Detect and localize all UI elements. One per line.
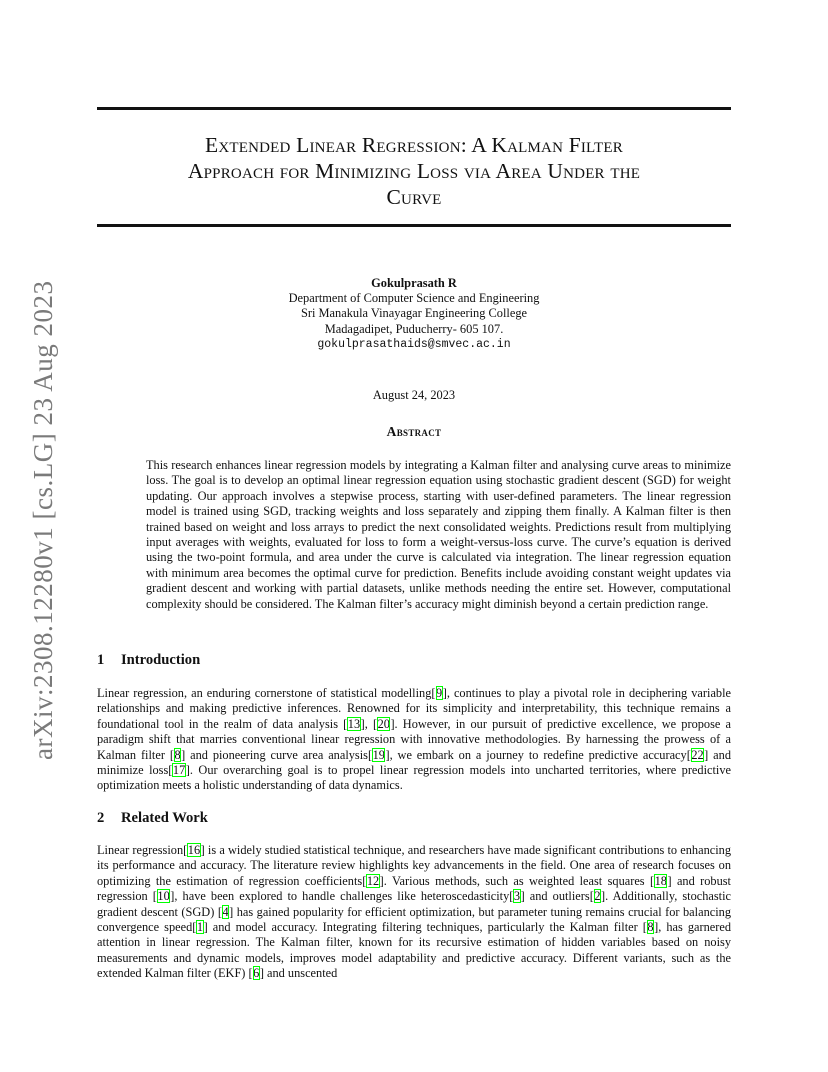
paragraph-text: , continues to play a pivotal role in deciphering variable relationships and making predictive inferences. Renowned for its simplicity and interpretability, this technique remains a foundational tool in the realm of data analysis [	[97, 686, 731, 731]
introduction-paragraph	[97, 686, 731, 794]
abstract-text: This research enhances linear regression models by integrating a Kalman filter and analysing curve areas to minimize loss. The goal is to develop an optimal linear regression equation using stochastic gradient descent (SGD) for weight updating. Our approach involves a stepwise process, starting with user-defined parameters. The linear regression model is trained using SGD, tracking weights and loss separately and zipping them finally. A Kalman filter is then trained based on weight and loss arrays to predict the next consolidated weights. Predictions result from multiplying input averages with weights, evaluated for loss to form a weight-versus-loss curve. The curve’s equation is derived using the two-point formula, and area under the curve is calculated via integration. The linear regression equation with minimum area becomes the optimal curve for prediction. Benefits include avoiding constant weight updates via gradient descent and working with partial datasets, unlike methods needing the entire set. However, computational complexity should be considered. The Kalman filter’s accuracy might diminish beyond a certain prediction range.	[146, 458, 731, 611]
citation: [2]	[589, 889, 606, 904]
citation: [10]	[152, 889, 175, 904]
author-department: Department of Computer Science and Engineering	[288, 291, 540, 306]
title-bottom-rule	[97, 224, 731, 227]
citation-link[interactable]: 18	[654, 873, 667, 888]
citation: [22]	[686, 747, 709, 762]
citation-link[interactable]: 6	[253, 966, 260, 981]
related-work-paragraph	[97, 843, 731, 982]
citation: [4]	[217, 904, 234, 919]
citation-link[interactable]: 8	[647, 920, 654, 935]
abstract-heading: Abstract	[386, 424, 442, 439]
paper-title	[97, 132, 731, 210]
paragraph-text: is a widely studied statistical technique, and researchers have made significant contributions to enhancing its performance and accuracy. The literature review highlights key advancements in the field. One area of research focuses on optimizing the estimation of regression coefficients	[97, 843, 731, 888]
paragraph-text: ]. However, in our pursuit of predictive excellence, we propose a paradigm shift that marries conventional linear regression with innovative methodologies. By harnessing the prowess of a Kalman filter	[97, 716, 732, 762]
paragraph-text: , we embark on a journey to redefine predictive accuracy	[389, 747, 687, 762]
paragraph-text: , have been explored to handle challenges like heteroscedasticity	[174, 889, 510, 904]
citation-link[interactable]: 1	[196, 920, 204, 935]
paragraph-text: Linear regression, an enduring cornerstone of statistical modelling	[97, 686, 432, 700]
author-block	[200, 276, 628, 352]
citation: [8]	[642, 920, 659, 935]
citation-link[interactable]: 8	[174, 747, 181, 762]
paragraph-text: and minimize loss	[97, 747, 731, 778]
section-number: 2	[97, 810, 105, 826]
citation-link[interactable]: 12	[366, 873, 380, 888]
paragraph-text: and unscented	[263, 966, 338, 981]
paragraph-text: . Various methods, such as weighted least squares	[383, 873, 650, 888]
title-line-1: Extended Linear Regression: A Kalman Filter	[205, 133, 623, 157]
citation-link[interactable]: 19	[372, 747, 385, 762]
citation-link[interactable]: 22	[691, 747, 704, 762]
citation-link[interactable]: 17	[172, 763, 186, 778]
citation: [8]	[169, 747, 186, 762]
arxiv-stamp: arXiv:2308.12280v1 [cs.LG] 23 Aug 2023	[28, 280, 58, 760]
citation: [9]	[431, 686, 447, 700]
citation: [16]	[183, 843, 205, 857]
citation: [18]	[649, 873, 672, 888]
citation-link[interactable]: 16	[187, 843, 201, 857]
citation: [20	[372, 716, 390, 731]
title-line-3: Curve	[386, 185, 442, 209]
citation-link[interactable]: 20	[377, 716, 390, 731]
citation-link[interactable]: 13	[347, 716, 361, 731]
citation: [17]	[168, 763, 190, 778]
author-institution: Sri Manakula Vinayagar Engineering College	[300, 306, 528, 321]
paragraph-text: and pioneering curve area analysis	[185, 747, 368, 762]
title-line-2: Approach for Minimizing Loss via Area Under the	[187, 159, 641, 183]
citation: [19]	[367, 747, 390, 762]
paragraph-text: and robust regression	[97, 873, 731, 904]
paragraph-text: has gained popularity for efficient optimization, but parameter tuning remains crucial for balancing convergence speed	[97, 904, 731, 935]
section-title: Introduction	[121, 652, 201, 668]
paragraph-text: . Our overarching goal is to propel linear regression models into uncharted territories, where predictive optimization meets a holistic understanding of data dynamics.	[97, 763, 732, 793]
paragraph-text: and outliers	[524, 889, 590, 904]
author-email[interactable]: gokulprasathaids@smvec.ac.in	[317, 337, 511, 351]
author-address: Madagadipet, Puducherry- 605 107.	[324, 321, 504, 336]
section-title: Related Work	[121, 810, 208, 826]
section-heading-introduction	[97, 652, 200, 669]
title-top-rule	[97, 107, 731, 110]
section-number: 1	[97, 652, 105, 668]
citation-link[interactable]: 3	[513, 889, 521, 904]
paragraph-text: and model accuracy. Integrating filtering techniques, particularly the Kalman filter	[207, 920, 643, 935]
citation: [1]	[192, 920, 208, 935]
citation: [6]	[248, 966, 264, 981]
citation-link[interactable]: 10	[157, 889, 170, 904]
citation: 13]	[347, 716, 365, 731]
paper-date: August 24, 2023	[372, 388, 456, 402]
citation-link[interactable]: 9	[436, 686, 443, 700]
citation-link[interactable]: 4	[222, 904, 229, 919]
paragraph-text: . Additionally, stochastic gradient descent (SGD)	[97, 889, 732, 919]
citation: [3]	[509, 889, 525, 904]
paragraph-text: ,	[364, 716, 373, 731]
paragraph-text: , has garnered attention in linear regression. The Kalman filter, known for its recursive estimation of hidden variables based on noisy measurements and dynamic models, improves model adaptability and predictive accuracy. Different variants, such as the extended Kalman filter (EKF)	[97, 920, 731, 981]
citation: [12]	[362, 873, 384, 888]
author-name: Gokulprasath R	[371, 276, 457, 290]
citation-link[interactable]: 2	[594, 889, 601, 904]
section-heading-related-work	[97, 810, 208, 827]
paragraph-text: Linear regression	[97, 843, 184, 857]
